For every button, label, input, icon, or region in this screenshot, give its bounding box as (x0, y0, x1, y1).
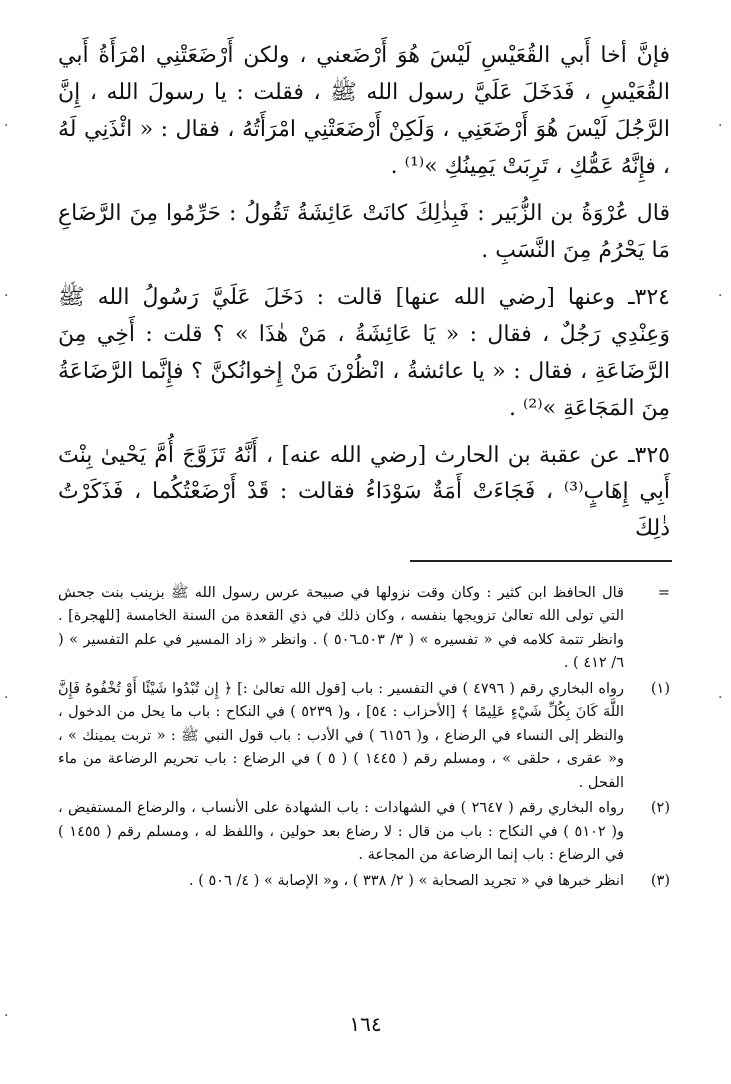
page-number: ١٦٤ (349, 1012, 382, 1036)
footnote-number: (٣) (650, 872, 670, 889)
paragraph-continuation: فإنَّ أخا أَبي القُعَيْسِ لَيْسَ هُوَ أَرْضَعني ، ولكن أَرْضَعَتْنِي امْرَأَةُ أَبي القُعَيْسِ ، فَدَخَلَ عَلَيَّ رسول الله ﷺ ، فقلت : يا رسولَ الله ، إِنَّ الرَّجُلَ لَيْسَ هُوَ أَرْضَعَنِي ، وَلَكِنْ أَرْضَعَتْنِي امْرَأَتُهُ ، فقال : « ائْذَنِي لَهُ ، فإِنَّهُ عَمُّكِ ، تَرِبَتْ يَمِينُكِ »⁽¹⁾ . (58, 43, 670, 179)
footnote-text: رواه البخاري رقم ( ٤٧٩٦ ) في التفسير : باب [قول الله تعالىٰ :] ﴿ إِن تُبْدُوا شَيْئًا أَوْ تُخْفُوهُ فَإِنَّ اللَّهَ كَانَ بِكُلِّ شَيْءٍ عَلِيمًا ﴾ [الأحزاب : ٥٤] ، و( ٥٢٣٩ ) في النكاح : باب ما يحل من الدخول ، والنظر إلى النساء في الرضاع ، و( ٦١٥٦ ) في الأدب : باب قول النبي ﷺ : « تربت يمينك » ، و« عقرى ، حلقى » ، ومسلم رقم ( ١٤٤٥ ) ( ٥ ) في الرضاع : باب تحريم الرضاعة من ماء الفحل . (58, 680, 624, 791)
footnote-separator (410, 560, 672, 562)
footnote-item (58, 870, 670, 893)
footnote-number: = (657, 585, 670, 601)
footnote-text: قال الحافظ ابن كثير : وكان وقت نزولها في صبيحة عرس رسول الله ﷺ بزينب بنت جحش التي تولى الله تعالىٰ تزويجها بنفسه ، وكان ذلك في ذي القعدة من السنة الخامسة [للهجرة] . وانظر تتمة كلامه في « تفسيره » ( ٣/ ٥٠٣ـ٥٠٦ ) . وانظر « زاد المسير في علم التفسير » ( ٦/ ٤١٢ ) . (58, 585, 624, 672)
paragraph-hadith-324: ٣٢٤ـ وعنها [رضي الله عنها] قالت : دَخَلَ عَلَيَّ رَسُولُ الله ﷺ وَعِنْدِي رَجُلٌ ، فقال : « يَا عَائِشَةُ ، مَنْ هٰذَا » ؟ قلت : أَخِي مِنَ الرَّضَاعَةِ ، فقال : « يا عائشةُ ، انْظُرْنَ مَنْ إِخوانُكنَّ ؟ فإِنَّما الرَّضَاعَةُ مِنَ المَجَاعَةِ »⁽²⁾ . (58, 284, 670, 421)
scan-mark: · (4, 690, 9, 706)
main-text (58, 38, 670, 558)
footnote-item (58, 678, 670, 795)
scan-mark: · (4, 288, 9, 304)
footnotes (58, 582, 670, 895)
scan-mark: · (4, 118, 9, 134)
footnote-item (58, 797, 670, 867)
footnote-text: انظر خبرها في « تجريد الصحابة » ( ٢/ ٣٣٨ ) ، و« الإصابة » ( ٤/ ٥٠٦ ) . (189, 872, 624, 889)
scan-mark: · (718, 118, 723, 134)
paragraph-urwa: قال عُرْوَةُ بن الزُّبَير : فَبِذٰلِكَ كانَتْ عَائِشَةُ تَقُولُ : حَرِّمُوا مِنَ الرَّضَاعِ مَا يَحْرُمُ مِنَ النَّسَبِ . (58, 200, 670, 263)
footnote-number: (٢) (650, 800, 670, 817)
scan-mark: · (4, 1008, 9, 1024)
paragraph-hadith-325: ٣٢٥ـ عن عقبة بن الحارث [رضي الله عنه] ، أَنَّهُ تَزَوَّجَ أُمَّ يَحْيىٰ بِنْتَ أَبِي إِهَابٍ⁽³⁾ ، فَجَاءَتْ أَمَةٌ سَوْدَاءُ فقالت : قَدْ أَرْضَعْتُكُما ، فَذَكَرْتُ ذٰلِكَ (58, 442, 670, 542)
scan-mark: · (718, 690, 723, 706)
footnote-text: رواه البخاري رقم ( ٢٦٤٧ ) في الشهادات : باب الشهادة على الأنساب ، والرضاع المستفيض ، و( ٥١٠٢ ) في النكاح : باب من قال : لا رضاع بعد حولين ، واللفظ له ، ومسلم رقم ( ١٤٥٥ ) في الرضاع : باب إنما الرضاعة من المجاعة . (58, 800, 624, 864)
scan-mark: · (718, 288, 723, 304)
footnote-item (58, 582, 670, 676)
footnote-number: (١) (650, 680, 670, 697)
